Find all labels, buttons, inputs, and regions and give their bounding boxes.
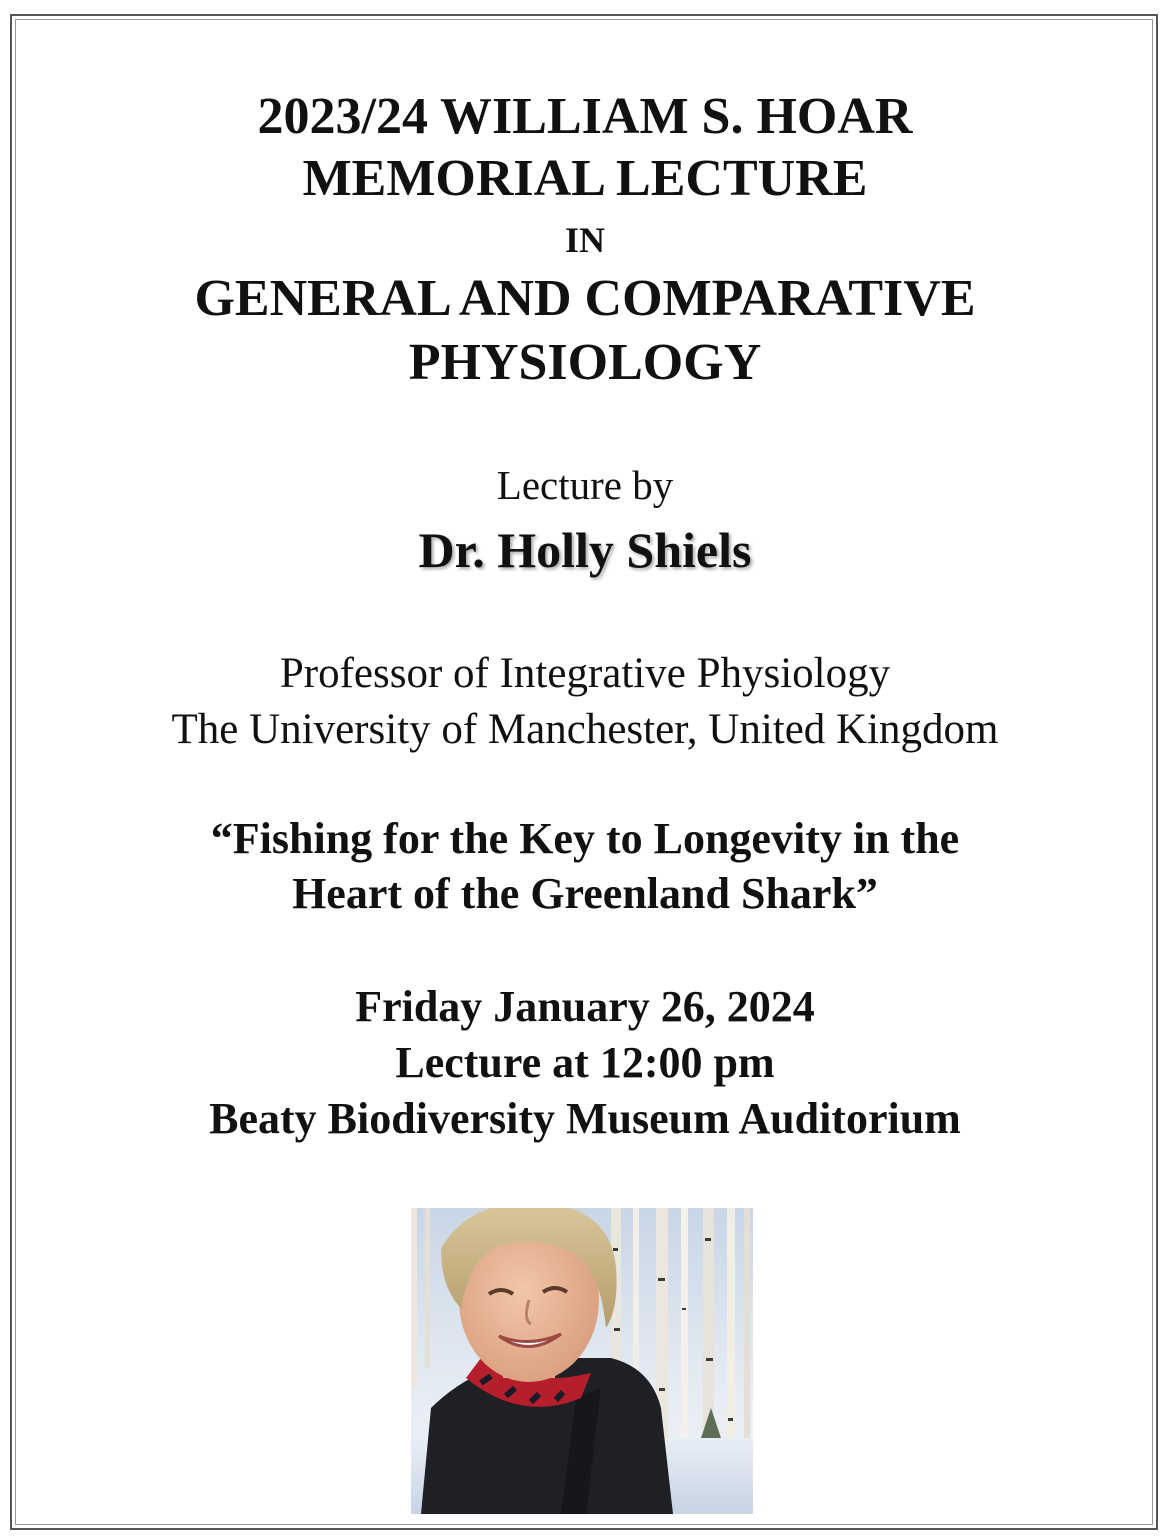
heading-line-3: IN — [564, 220, 605, 260]
event-time: Lecture at 12:00 pm — [395, 1038, 775, 1087]
event-venue: Beaty Biodiversity Museum Auditorium — [209, 1094, 961, 1143]
heading-line-5: PHYSIOLOGY — [408, 334, 762, 391]
speaker-photo — [411, 1208, 753, 1514]
heading-line-4: GENERAL AND COMPARATIVE — [194, 270, 976, 327]
lecture-intro: Lecture by — [496, 462, 674, 508]
talk-title-line-1: “Fishing for the Key to Longevity in the — [210, 814, 960, 863]
talk-title-line-2: Heart of the Greenland Shark” — [292, 869, 878, 918]
heading-line-2: MEMORIAL LECTURE — [302, 150, 868, 207]
heading-line-1: 2023/24 WILLIAM S. HOAR — [257, 88, 913, 145]
speaker-name: Dr. Holly Shiels — [418, 522, 752, 578]
speaker-affiliation: The University of Manchester, United Kingdom — [171, 706, 999, 753]
speaker-position: Professor of Integrative Physiology — [279, 650, 891, 697]
event-date: Friday January 26, 2024 — [355, 982, 815, 1031]
